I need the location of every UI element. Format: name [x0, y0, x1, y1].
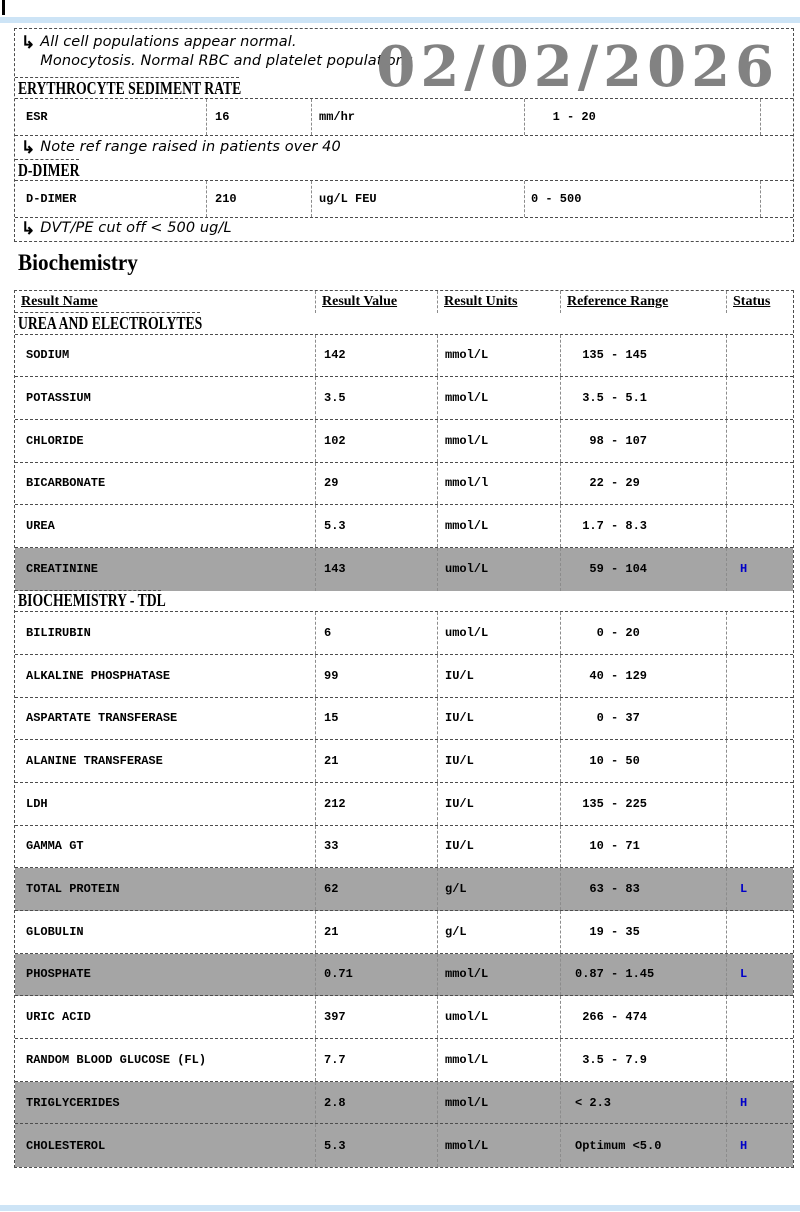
result-name-cell: POTASSIUM — [15, 377, 316, 419]
result-name-cell: URIC ACID — [15, 996, 316, 1038]
status-cell — [727, 698, 793, 740]
result-value-cell: 29 — [316, 463, 438, 505]
result-name-cell: CHOLESTEROL — [15, 1124, 316, 1167]
status-cell — [727, 655, 793, 697]
result-name-cell: ALKALINE PHOSPHATASE — [15, 655, 316, 697]
result-units-cell: IU/L — [438, 655, 561, 697]
esr-note — [15, 136, 793, 160]
result-value-cell: 397 — [316, 996, 438, 1038]
result-name-cell: ALANINE TRANSFERASE — [15, 740, 316, 782]
hematology-note-text — [40, 33, 412, 71]
status-cell — [727, 612, 793, 654]
status-cell — [727, 420, 793, 462]
result-units-cell: mmol/L — [438, 377, 561, 419]
result-name-cell: PHOSPHATE — [15, 954, 316, 996]
table-row — [15, 868, 793, 911]
result-value-cell: 3.5 — [316, 377, 438, 419]
reference-range-cell: 63 - 83 — [561, 868, 727, 910]
result-value-cell: 21 — [316, 911, 438, 953]
table-row — [15, 655, 793, 698]
status-cell — [727, 463, 793, 505]
reference-range-cell: 0 - 20 — [561, 612, 727, 654]
status-cell — [761, 181, 793, 217]
result-name-cell: ESR — [15, 99, 207, 135]
result-value-cell: 210 — [207, 181, 312, 217]
result-units-cell: umol/L — [438, 548, 561, 591]
result-units-cell: umol/L — [438, 996, 561, 1038]
result-name-cell: RANDOM BLOOD GLUCOSE (FL) — [15, 1039, 316, 1081]
result-value-cell: 2.8 — [316, 1082, 438, 1124]
result-units-cell: IU/L — [438, 698, 561, 740]
table-row — [15, 505, 793, 548]
result-value-cell: 5.3 — [316, 1124, 438, 1167]
reference-range-cell: 266 - 474 — [561, 996, 727, 1038]
result-value-cell: 99 — [316, 655, 438, 697]
result-value-cell: 16 — [207, 99, 312, 135]
table-row — [15, 377, 793, 420]
column-header-result-name: Result Name — [15, 291, 316, 313]
table-section-title: BIOCHEMISTRY - TDL — [18, 590, 166, 611]
result-name-cell: CHLORIDE — [15, 420, 316, 462]
result-units-cell: mmol/L — [438, 954, 561, 996]
result-name-cell: ASPARTATE TRANSFERASE — [15, 698, 316, 740]
result-units-cell: IU/L — [438, 826, 561, 868]
result-units-cell: ug/L FEU — [312, 181, 525, 217]
column-header-result-value: Result Value — [316, 291, 438, 313]
table-row — [15, 740, 793, 783]
result-units-cell: mm/hr — [312, 99, 525, 135]
status-cell: H — [740, 562, 748, 577]
table-section-header — [15, 313, 793, 335]
result-value-cell: 142 — [316, 335, 438, 377]
table-section-title: UREA AND ELECTROLYTES — [18, 312, 203, 333]
reference-range-cell: Optimum <5.0 — [561, 1124, 727, 1167]
result-value-cell: 33 — [316, 826, 438, 868]
result-units-cell: mmol/L — [438, 335, 561, 377]
result-name-cell: LDH — [15, 783, 316, 825]
table-header-row — [15, 291, 793, 313]
reference-range-cell: 3.5 - 5.1 — [561, 377, 727, 419]
result-value-cell: 15 — [316, 698, 438, 740]
reference-range-cell: 40 - 129 — [561, 655, 727, 697]
top-accent-strip — [0, 17, 800, 23]
column-header-status: Status — [733, 294, 771, 309]
reference-range-cell: < 2.3 — [561, 1082, 727, 1124]
result-units-cell: mmol/l — [438, 463, 561, 505]
result-name-cell: D-DIMER — [15, 181, 207, 217]
table-row — [15, 335, 793, 378]
column-header-reference-range: Reference Range — [561, 291, 727, 313]
result-name-cell: TOTAL PROTEIN — [15, 868, 316, 910]
result-value-cell: 62 — [316, 868, 438, 910]
status-cell — [727, 826, 793, 868]
reference-range-cell: 135 - 225 — [561, 783, 727, 825]
result-units-cell: g/L — [438, 911, 561, 953]
result-value-cell: 0.71 — [316, 954, 438, 996]
result-units-cell: umol/L — [438, 612, 561, 654]
status-cell: L — [740, 967, 748, 982]
reference-range-cell: 135 - 145 — [561, 335, 727, 377]
reference-range-cell: 10 - 50 — [561, 740, 727, 782]
result-value-cell: 5.3 — [316, 505, 438, 547]
table-row — [15, 180, 793, 218]
result-name-cell: BILIRUBIN — [15, 612, 316, 654]
result-units-cell: mmol/L — [438, 1124, 561, 1167]
table-row — [15, 1124, 793, 1167]
return-arrow-icon: ↳ — [21, 138, 36, 157]
result-name-cell: CREATININE — [15, 548, 316, 591]
result-name-cell: GLOBULIN — [15, 911, 316, 953]
reference-range-cell: 3.5 - 7.9 — [561, 1039, 727, 1081]
status-cell — [727, 505, 793, 547]
reference-range-cell: 0.87 - 1.45 — [561, 954, 727, 996]
status-cell — [727, 377, 793, 419]
table-row — [15, 420, 793, 463]
table-row — [15, 783, 793, 826]
result-name-cell: BICARBONATE — [15, 463, 316, 505]
ddimer-section-title: D-DIMER — [18, 159, 80, 180]
status-cell — [727, 783, 793, 825]
esr-note-text: Note ref range raised in patients over 40 — [40, 139, 341, 155]
ddimer-note-text: DVT/PE cut off < 500 ug/L — [40, 220, 232, 236]
result-value-cell: 6 — [316, 612, 438, 654]
result-name-cell: TRIGLYCERIDES — [15, 1082, 316, 1124]
table-row — [15, 463, 793, 506]
page-title: Biochemistry — [18, 250, 138, 275]
result-value-cell: 102 — [316, 420, 438, 462]
reference-range-cell: 19 - 35 — [561, 911, 727, 953]
status-cell — [727, 911, 793, 953]
reference-range-cell: 59 - 104 — [561, 548, 727, 591]
return-arrow-icon: ↳ — [21, 33, 36, 52]
ddimer-section-header — [15, 160, 793, 180]
reference-range-cell: 0 - 500 — [525, 181, 761, 217]
status-cell — [727, 335, 793, 377]
reference-range-cell: 10 - 71 — [561, 826, 727, 868]
table-section-header — [15, 591, 793, 613]
result-units-cell: mmol/L — [438, 1082, 561, 1124]
result-name-cell: SODIUM — [15, 335, 316, 377]
reference-range-cell: 0 - 37 — [561, 698, 727, 740]
result-units-cell: mmol/L — [438, 1039, 561, 1081]
table-row — [15, 548, 793, 591]
biochemistry-table — [14, 290, 794, 1168]
status-cell: H — [740, 1138, 748, 1153]
table-row — [15, 1039, 793, 1082]
reference-range-cell: 98 - 107 — [561, 420, 727, 462]
esr-section-title: ERYTHROCYTE SEDIMENT RATE — [18, 77, 242, 98]
hematology-summary-block — [14, 28, 794, 242]
window-edge-mark — [2, 0, 5, 15]
bottom-accent-strip — [0, 1205, 800, 1211]
status-cell: H — [740, 1095, 748, 1110]
result-units-cell: IU/L — [438, 740, 561, 782]
result-value-cell: 21 — [316, 740, 438, 782]
return-arrow-icon: ↳ — [21, 219, 36, 238]
result-value-cell: 212 — [316, 783, 438, 825]
result-value-cell: 7.7 — [316, 1039, 438, 1081]
table-row — [15, 911, 793, 954]
note-line-2: Monocytosis. Normal RBC and platelet populations — [40, 53, 413, 69]
result-name-cell: UREA — [15, 505, 316, 547]
reference-range-cell: 22 - 29 — [561, 463, 727, 505]
status-cell: L — [740, 882, 748, 897]
reference-range-cell: 1 - 20 — [525, 99, 761, 135]
result-value-cell: 143 — [316, 548, 438, 591]
column-header-result-units: Result Units — [438, 291, 561, 313]
status-cell — [727, 740, 793, 782]
status-cell — [727, 1039, 793, 1081]
result-units-cell: g/L — [438, 868, 561, 910]
reference-range-cell: 1.7 - 8.3 — [561, 505, 727, 547]
table-row — [15, 996, 793, 1039]
result-name-cell: GAMMA GT — [15, 826, 316, 868]
result-units-cell: IU/L — [438, 783, 561, 825]
table-row — [15, 698, 793, 741]
table-row — [15, 612, 793, 655]
table-row — [15, 954, 793, 997]
ddimer-note — [15, 218, 793, 240]
status-cell — [727, 996, 793, 1038]
table-row — [15, 1082, 793, 1125]
report-date: 02/02/2026 — [376, 34, 779, 100]
result-units-cell: mmol/L — [438, 505, 561, 547]
result-units-cell: mmol/L — [438, 420, 561, 462]
table-row — [15, 826, 793, 869]
note-line-1: All cell populations appear normal. — [40, 34, 297, 50]
